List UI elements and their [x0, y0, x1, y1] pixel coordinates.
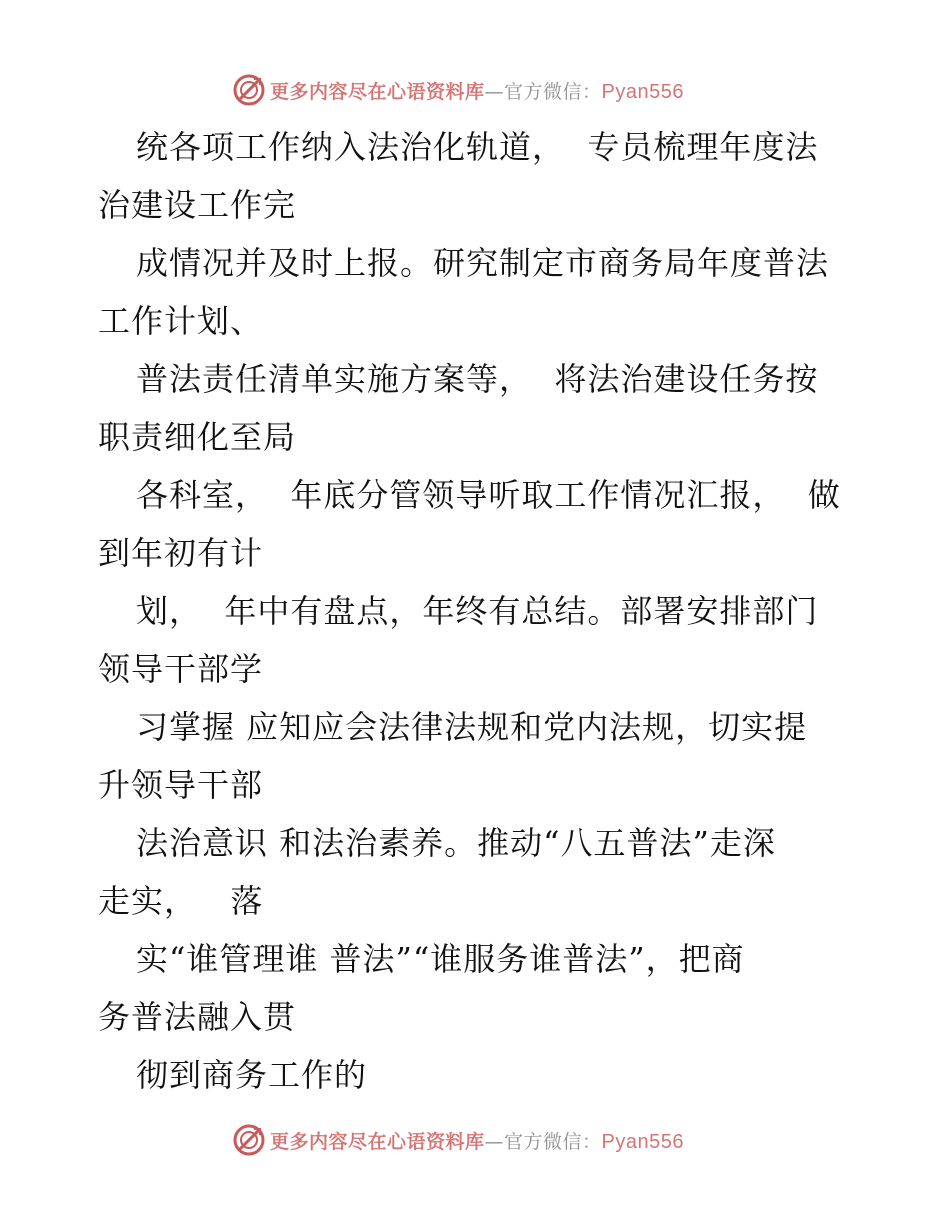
watermark-id: Pyan556	[601, 80, 684, 103]
text-line: 工作计划、	[98, 302, 264, 340]
text-line: 成情况并及时上报。研究制定市商务局年度普法	[136, 244, 830, 282]
text-line: 各科室， 年底分管领导听取工作情况汇报， 做	[136, 476, 841, 514]
text-line: 法治意识 和法治素养。推动“八五普法”走深	[136, 824, 776, 862]
watermark-text	[270, 77, 684, 104]
text-line: 彻到商务工作的	[136, 1056, 368, 1094]
text-line: 习掌握 应知应会法律法规和党内法规，切实提	[136, 708, 808, 746]
text-line: 职责细化至局	[98, 418, 297, 456]
text-line: 普法责任清单实施方案等， 将法治建设任务按	[136, 360, 819, 398]
text-line: 实“谁管理谁 普法”“谁服务谁普法”，把商	[136, 940, 745, 978]
watermark-label: 官方微信：	[504, 1130, 602, 1153]
text-line: 走实， 落	[98, 882, 264, 920]
paragraph	[98, 118, 858, 1104]
footer-watermark	[232, 1122, 684, 1158]
text-line: 到年初有计	[98, 534, 264, 572]
text-line: 升领导干部	[98, 766, 264, 804]
watermark-separator: —	[484, 80, 505, 103]
watermark-separator: —	[484, 1130, 505, 1153]
text-line: 领导干部学	[98, 650, 264, 688]
watermark-label: 官方微信：	[504, 80, 602, 103]
text-line: 统各项工作纳入法治化轨道， 专员梳理年度法	[136, 128, 819, 166]
watermark-main: 更多内容尽在心语资料库	[270, 80, 485, 103]
text-line: 务普法融入贯	[98, 998, 297, 1036]
watermark-main: 更多内容尽在心语资料库	[270, 1130, 485, 1153]
watermark-id: Pyan556	[601, 1130, 684, 1153]
watermark-logo-icon	[232, 1123, 266, 1157]
watermark-logo-icon	[232, 73, 266, 107]
header-watermark	[232, 72, 684, 108]
text-line: 划， 年中有盘点，年终有总结。部署安排部门	[136, 592, 819, 630]
watermark-text	[270, 1127, 684, 1154]
document-body	[98, 118, 858, 1104]
text-line: 治建设工作完	[98, 186, 297, 224]
